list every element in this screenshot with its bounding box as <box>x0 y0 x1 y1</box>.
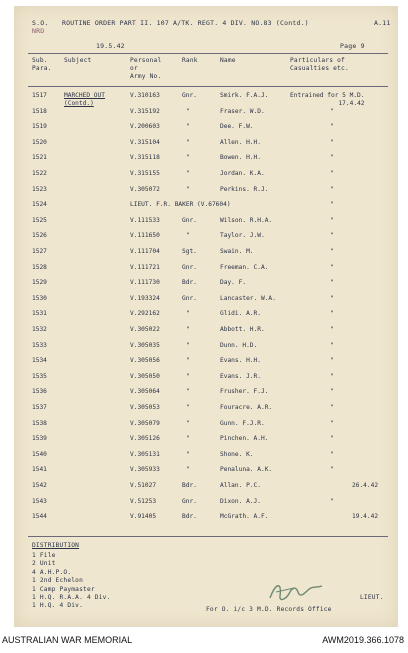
row-para: 1529 <box>32 279 47 287</box>
row-rank: " <box>186 372 190 380</box>
row-army-no: V.305050 <box>130 372 160 380</box>
row-name: Swain. M. <box>220 248 254 255</box>
row-army-no: V.305064 <box>130 388 160 396</box>
archive-footer <box>0 632 408 653</box>
row-particulars: " <box>330 170 334 177</box>
row-para: 1521 <box>32 154 47 162</box>
row-rank: Gnr. <box>182 294 197 302</box>
row-para: 1528 <box>32 263 47 271</box>
table-row <box>14 466 398 476</box>
row-name: Pinchen. A.H. <box>220 435 269 443</box>
row-army-no: V.305126 <box>130 435 160 443</box>
row-rank: " <box>186 310 190 318</box>
row-rank: Gnr. <box>182 216 197 224</box>
footer-accession: AWM2019.366.1078 <box>322 635 404 645</box>
row-name: Evans. H.H. <box>220 357 261 365</box>
row-para: 1534 <box>32 357 47 365</box>
row-rank: " <box>186 466 190 474</box>
distribution-line: 1 H.Q. 4 Div. <box>32 602 84 610</box>
table-row <box>14 217 398 227</box>
row-name: Allen. H.H. <box>220 138 261 146</box>
row-army-no: V.51027 <box>130 482 157 489</box>
row-particulars: " <box>330 466 334 474</box>
row-particulars: " <box>330 185 334 193</box>
row-name: Frusher. F.J. <box>220 388 269 396</box>
row-para: 1538 <box>32 419 47 427</box>
row-rank: " <box>186 388 190 396</box>
row-name: Jordan. K.A. <box>220 170 265 177</box>
row-particulars: 19.4.42 <box>352 513 379 521</box>
table-row <box>14 388 398 398</box>
row-army-no: V.51253 <box>130 497 157 505</box>
row-particulars: " <box>330 388 334 396</box>
row-name: Abbott. H.R. <box>220 326 265 333</box>
row-para: 1518 <box>32 107 47 115</box>
row-name: Dixon. A.J. <box>220 497 261 505</box>
row-army-no: V.111533 <box>130 216 160 224</box>
row-army-no: V.200603 <box>130 123 160 131</box>
row-name: Dee. F.W. <box>220 123 254 131</box>
row-rank: " <box>186 404 190 411</box>
row-rank: " <box>186 185 190 193</box>
row-para: 1526 <box>32 232 47 240</box>
row-para: 1533 <box>32 341 47 349</box>
table-row <box>14 154 398 164</box>
row-rank: Bdr. <box>182 279 197 287</box>
row-particulars: " <box>330 216 334 224</box>
row-para: 1524 <box>32 201 47 209</box>
table-row <box>14 435 398 445</box>
header-rule-top <box>28 53 388 54</box>
row-army-no: V.111721 <box>130 263 160 271</box>
table-row <box>14 513 398 523</box>
row-army-no: V.292162 <box>130 310 160 318</box>
row-rank: Bdr. <box>182 482 197 489</box>
row-subject: MARCHED OUT (Contd.) <box>64 92 105 107</box>
row-name: Allan. P.C. <box>220 482 261 489</box>
row-rank: " <box>186 341 190 349</box>
table-row <box>14 420 398 430</box>
order-title: ROUTINE ORDER PART II. 107 A/TK. REGT. 4 DIV. NO.83 (Contd.) <box>62 19 309 27</box>
row-para: 1522 <box>32 170 47 177</box>
table-row <box>14 170 398 180</box>
row-army-no: V.305079 <box>130 419 160 427</box>
row-name: Fouracre. A.R. <box>220 404 273 411</box>
row-rank: " <box>186 419 190 427</box>
row-army-no: V.305072 <box>130 185 160 193</box>
row-army-no: V.91405 <box>130 513 157 521</box>
row-rank: " <box>186 326 190 333</box>
row-name: Freeman. C.A. <box>220 263 269 271</box>
row-rank: Bdr. <box>182 513 197 521</box>
row-particulars: 26.4.42 <box>352 482 379 489</box>
col-particulars: Particulars of Casualties etc. <box>290 57 349 72</box>
table-row <box>14 451 398 461</box>
order-date: 19.5.42 <box>96 42 125 50</box>
row-particulars: Entrained for 5 M.D. 17.4.42 <box>290 92 365 107</box>
row-particulars: " <box>330 310 334 318</box>
page-number: Page 9 <box>340 42 365 50</box>
row-rank: " <box>186 123 190 131</box>
table-row <box>14 342 398 352</box>
row-name: Perkins. R.J. <box>220 185 269 193</box>
row-name: Smirk. F.A.J. <box>220 92 269 99</box>
signature-for-line: For O. i/c 3 M.D. Records Office <box>206 606 332 613</box>
row-rank: " <box>186 435 190 443</box>
row-army-no: V.305035 <box>130 341 160 349</box>
row-rank: " <box>186 154 190 162</box>
distribution-line: 1 H.Q. R.A.A. 4 Div. <box>32 594 111 601</box>
table-row <box>14 482 398 492</box>
table-row <box>14 498 398 508</box>
row-particulars: " <box>330 154 334 162</box>
row-army-no: V.305056 <box>130 357 160 365</box>
col-name: Name <box>220 57 236 64</box>
row-name: Gunn. F.J.R. <box>220 419 265 427</box>
row-para: 1517 <box>32 92 47 99</box>
row-army-no: V.305053 <box>130 404 160 411</box>
row-name: McGrath. A.F. <box>220 513 269 521</box>
row-name: Shone. K. <box>220 450 254 458</box>
row-army-no: V.315118 <box>130 154 160 162</box>
row-para: 1532 <box>32 326 47 333</box>
table-row <box>14 186 398 196</box>
col-subject: Subject <box>64 57 92 64</box>
row-para: 1542 <box>32 482 47 489</box>
row-particulars: " <box>330 435 334 443</box>
row-particulars: " <box>330 138 334 146</box>
row-name: Fraser. W.D. <box>220 107 265 115</box>
distribution-line: 1 Camp Paymaster <box>32 585 95 593</box>
row-particulars: " <box>330 419 334 427</box>
row-army-no: V.305022 <box>130 326 160 333</box>
table-row <box>14 264 398 274</box>
col-rank: Rank <box>182 57 198 64</box>
row-particulars: " <box>330 279 334 287</box>
col-sub-para: Sub. Para. <box>32 57 52 72</box>
row-name: Lancaster. W.A. <box>220 294 276 302</box>
table-row <box>14 232 398 242</box>
row-particulars: " <box>330 232 334 240</box>
row-particulars: " <box>330 450 334 458</box>
row-para: 1525 <box>32 216 47 224</box>
row-particulars: " <box>330 404 334 411</box>
distribution-line: 1 File <box>32 552 56 559</box>
row-name: Bowen. H.H. <box>220 154 261 162</box>
row-particulars: " <box>330 326 334 333</box>
row-para: 1530 <box>32 294 47 302</box>
row-para: 1537 <box>32 404 47 411</box>
row-rank: " <box>186 107 190 115</box>
row-particulars: " <box>330 294 334 302</box>
row-para: 1520 <box>32 138 47 146</box>
row-army-no: LIEUT. F.R. BAKER (V.67604) <box>130 201 231 209</box>
row-rank: " <box>186 232 190 240</box>
row-particulars: " <box>330 123 334 131</box>
row-para: 1523 <box>32 185 47 193</box>
table-row <box>14 295 398 305</box>
footer-institution: AUSTRALIAN WAR MEMORIAL <box>2 635 133 645</box>
table-row <box>14 373 398 383</box>
row-particulars: " <box>330 372 334 380</box>
row-particulars: " <box>330 248 334 255</box>
distribution-line: 2 Unit <box>32 560 56 568</box>
table-row <box>14 108 398 118</box>
row-name: Wilson. R.H.A. <box>220 216 273 224</box>
row-particulars: " <box>330 497 334 505</box>
row-army-no: V.315155 <box>130 170 160 177</box>
row-army-no: V.193324 <box>130 294 160 302</box>
row-rank: Gnr. <box>182 92 197 99</box>
distribution-line: 4 A.H.P.O. <box>32 568 72 576</box>
signature-scribble <box>266 578 326 604</box>
table-row <box>14 201 398 211</box>
row-particulars: " <box>330 357 334 365</box>
table-end-rule <box>28 536 388 537</box>
table-row <box>14 310 398 320</box>
row-name: Day. F. <box>220 279 247 287</box>
row-particulars: " <box>330 107 334 115</box>
row-particulars: " <box>330 263 334 271</box>
row-particulars: " <box>330 201 334 209</box>
row-name: Evans. J.R. <box>220 372 261 380</box>
row-army-no: V.111650 <box>130 232 160 240</box>
distribution-line: 1 2nd Echelon <box>32 577 84 585</box>
corner-note-bottom: NRD <box>32 27 45 35</box>
row-para: 1535 <box>32 372 47 380</box>
row-para: 1539 <box>32 435 47 443</box>
corner-note-top: S.O. <box>32 19 49 27</box>
row-para: 1540 <box>32 450 47 458</box>
row-army-no: V.315104 <box>130 138 160 146</box>
row-army-no: V.305131 <box>130 450 160 458</box>
row-para: 1541 <box>32 466 47 474</box>
row-army-no: V.315192 <box>130 107 160 115</box>
row-name: Penaluna. A.K. <box>220 466 273 474</box>
row-rank: " <box>186 170 190 177</box>
row-para: 1544 <box>32 513 47 521</box>
row-rank: " <box>186 138 190 146</box>
row-army-no: V.111730 <box>130 279 160 287</box>
row-army-no: V.111704 <box>130 248 160 255</box>
order-marker: A.11 <box>374 19 391 27</box>
table-row <box>14 248 398 258</box>
row-para: 1527 <box>32 248 47 255</box>
row-rank: Gnr. <box>182 497 197 505</box>
row-army-no: V.305933 <box>130 466 160 474</box>
table-row <box>14 357 398 367</box>
row-particulars: " <box>330 341 334 349</box>
table-row <box>14 279 398 289</box>
table-row <box>14 326 398 336</box>
row-army-no: V.310163 <box>130 92 160 99</box>
row-name: Dunn. H.D. <box>220 341 258 349</box>
row-para: 1519 <box>32 123 47 131</box>
row-rank: Gnr. <box>182 263 197 271</box>
row-rank: " <box>186 450 190 458</box>
signature-rank: LIEUT. <box>360 594 384 601</box>
row-name: Taylor. J.W. <box>220 232 265 240</box>
row-name: Glidi. A.R. <box>220 310 261 318</box>
distribution-heading: DISTRIBUTION <box>32 542 80 549</box>
col-personal: Personal or Army No. <box>130 57 162 80</box>
document-page <box>14 6 398 627</box>
row-para: 1531 <box>32 310 47 318</box>
table-row <box>14 92 398 107</box>
row-para: 1543 <box>32 497 47 505</box>
table-row <box>14 123 398 133</box>
row-rank: Sgt. <box>182 248 197 255</box>
row-para: 1536 <box>32 388 47 396</box>
header-rule-bottom <box>28 86 388 87</box>
table-row <box>14 139 398 149</box>
row-rank: " <box>186 357 190 365</box>
table-row <box>14 404 398 414</box>
